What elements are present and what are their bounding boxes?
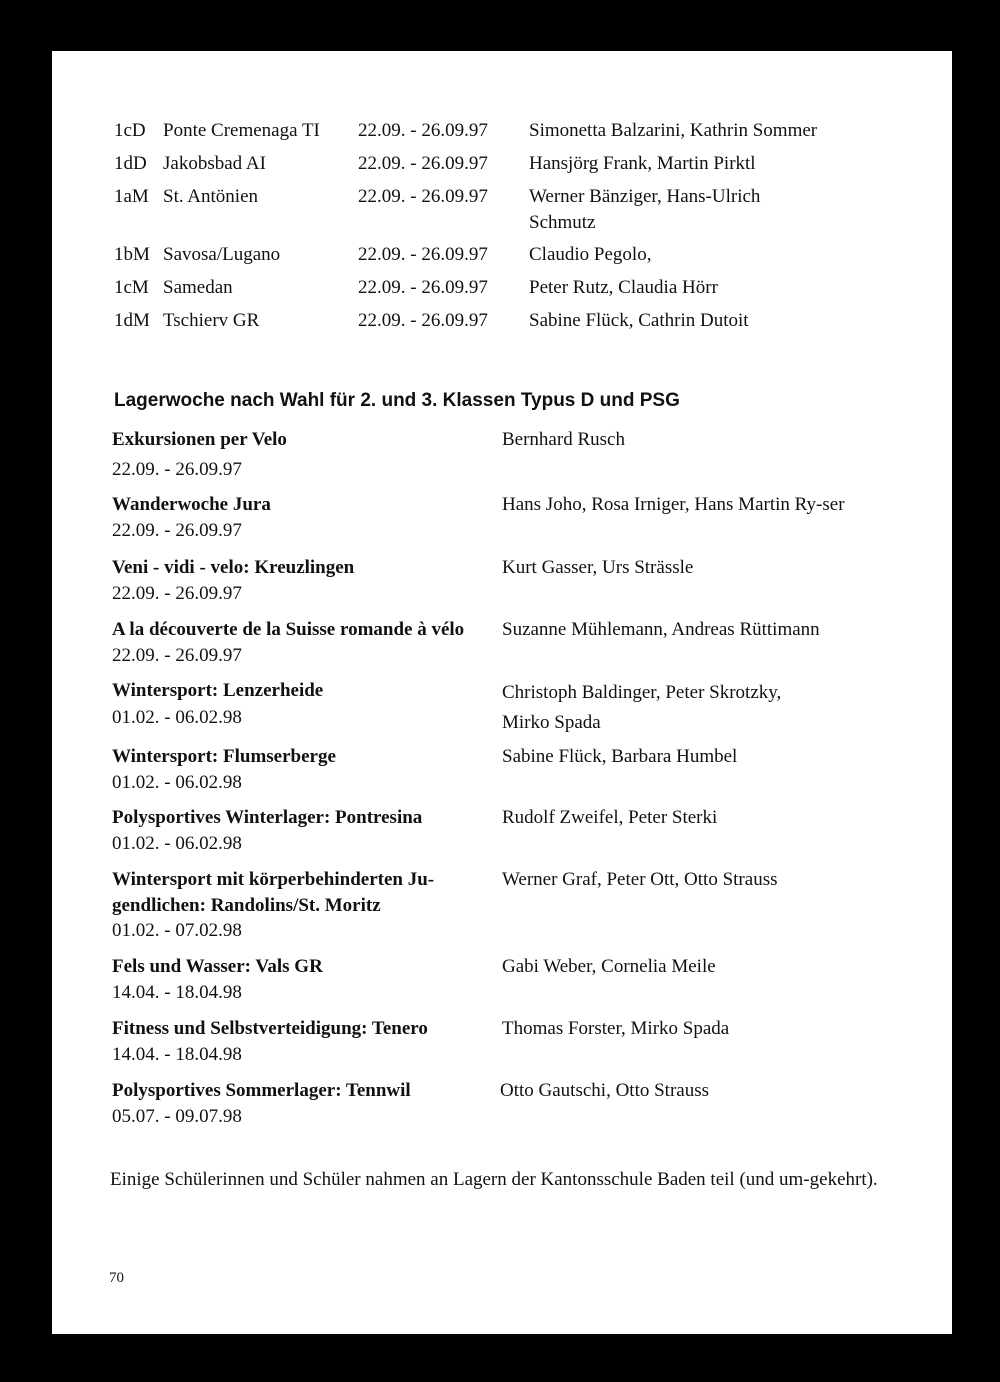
camp-dates: 22.09. - 26.09.97 xyxy=(358,120,488,141)
camp-title: Exkursionen per Velo xyxy=(112,429,287,450)
camp-leaders: Otto Gautschi, Otto Strauss xyxy=(500,1080,709,1101)
camp-place: Ponte Cremenaga TI xyxy=(163,120,320,141)
camp-place: St. Antönien xyxy=(163,186,259,207)
camp-place: Tschierv GR xyxy=(163,310,260,331)
camp-dates: 22.09. - 26.09.97 xyxy=(358,153,488,174)
camp-title: Fitness und Selbstverteidigung: Tenero xyxy=(112,1018,428,1039)
camp-dates: 01.02. - 06.02.98 xyxy=(112,833,242,854)
camp-dates: 22.09. - 26.09.97 xyxy=(112,520,242,541)
camp-dates: 22.09. - 26.09.97 xyxy=(358,277,488,298)
class-code: 1dM xyxy=(114,310,150,331)
camp-title: Wanderwoche Jura xyxy=(112,494,271,515)
camp-leaders: Sabine Flück, Cathrin Dutoit xyxy=(529,310,749,331)
camp-leaders: Simonetta Balzarini, Kathrin Sommer xyxy=(529,120,818,141)
camp-leaders: Thomas Forster, Mirko Spada xyxy=(502,1018,730,1039)
camp-dates: 14.04. - 18.04.98 xyxy=(112,982,242,1003)
camp-title: Wintersport: Flumserberge xyxy=(112,746,336,767)
camp-dates: 22.09. - 26.09.97 xyxy=(358,310,488,331)
camp-dates: 22.09. - 26.09.97 xyxy=(358,186,488,207)
camp-leaders: Bernhard Rusch xyxy=(502,429,625,450)
camp-leaders: Hansjörg Frank, Martin Pirktl xyxy=(529,153,756,174)
camp-place: Samedan xyxy=(163,277,233,298)
camp-dates: 22.09. - 26.09.97 xyxy=(112,645,242,666)
camp-dates: 05.07. - 09.07.98 xyxy=(112,1106,242,1127)
camp-dates: 01.02. - 06.02.98 xyxy=(112,772,242,793)
camp-leaders: Sabine Flück, Barbara Humbel xyxy=(502,746,738,767)
camp-place: Jakobsbad AI xyxy=(163,153,266,174)
camp-leaders: Hans Joho, Rosa Irniger, Hans Martin Ry-ser xyxy=(502,494,845,515)
class-code: 1cD xyxy=(114,120,146,141)
camp-leaders: Peter Rutz, Claudia Hörr xyxy=(529,277,718,298)
camp-title: Veni - vidi - velo: Kreuzlingen xyxy=(112,557,355,578)
camp-title: Polysportives Winterlager: Pontresina xyxy=(112,807,423,828)
camp-title: Polysportives Sommerlager: Tennwil xyxy=(112,1080,411,1101)
camp-leaders: Kurt Gasser, Urs Strässle xyxy=(502,557,694,578)
camp-dates: 22.09. - 26.09.97 xyxy=(358,244,488,265)
camp-leaders: Claudio Pegolo, xyxy=(529,244,652,265)
camp-leaders: Gabi Weber, Cornelia Meile xyxy=(502,956,716,977)
camp-leaders: Werner Bänziger, Hans-Ulrich Schmutz xyxy=(529,186,761,233)
class-code: 1dD xyxy=(114,153,147,174)
camp-dates: 01.02. - 06.02.98 xyxy=(112,707,242,728)
section-heading: Lagerwoche nach Wahl für 2. und 3. Klassen Typus D und PSG xyxy=(114,390,680,411)
camp-leaders: Suzanne Mühlemann, Andreas Rüttimann xyxy=(502,619,820,640)
camp-leaders: Werner Graf, Peter Ott, Otto Strauss xyxy=(502,869,778,890)
camp-title: Wintersport mit körperbehinderten Ju-gendlichen: Randolins/St. Moritz xyxy=(112,869,435,916)
camp-dates: 14.04. - 18.04.98 xyxy=(112,1044,242,1065)
class-code: 1cM xyxy=(114,277,149,298)
camp-dates: 22.09. - 26.09.97 xyxy=(112,459,242,480)
page-number: 70 xyxy=(109,1270,124,1286)
camp-place: Savosa/Lugano xyxy=(163,244,281,265)
camp-title: Fels und Wasser: Vals GR xyxy=(112,956,323,977)
camp-leaders: Christoph Baldinger, Peter Skrotzky, Mirko Spada xyxy=(502,682,782,733)
camp-title: Wintersport: Lenzerheide xyxy=(112,680,324,701)
camp-dates: 01.02. - 07.02.98 xyxy=(112,920,242,941)
camp-leaders: Rudolf Zweifel, Peter Sterki xyxy=(502,807,718,828)
class-code: 1bM xyxy=(114,244,150,265)
class-code: 1aM xyxy=(114,186,149,207)
document-page xyxy=(52,51,952,1334)
camp-title: A la découverte de la Suisse romande à vélo xyxy=(112,619,465,640)
camp-dates: 22.09. - 26.09.97 xyxy=(112,583,242,604)
footnote-paragraph: Einige Schülerinnen und Schüler nahmen an Lagern der Kantonsschule Baden teil (und um-gekehrt). xyxy=(110,1169,878,1190)
